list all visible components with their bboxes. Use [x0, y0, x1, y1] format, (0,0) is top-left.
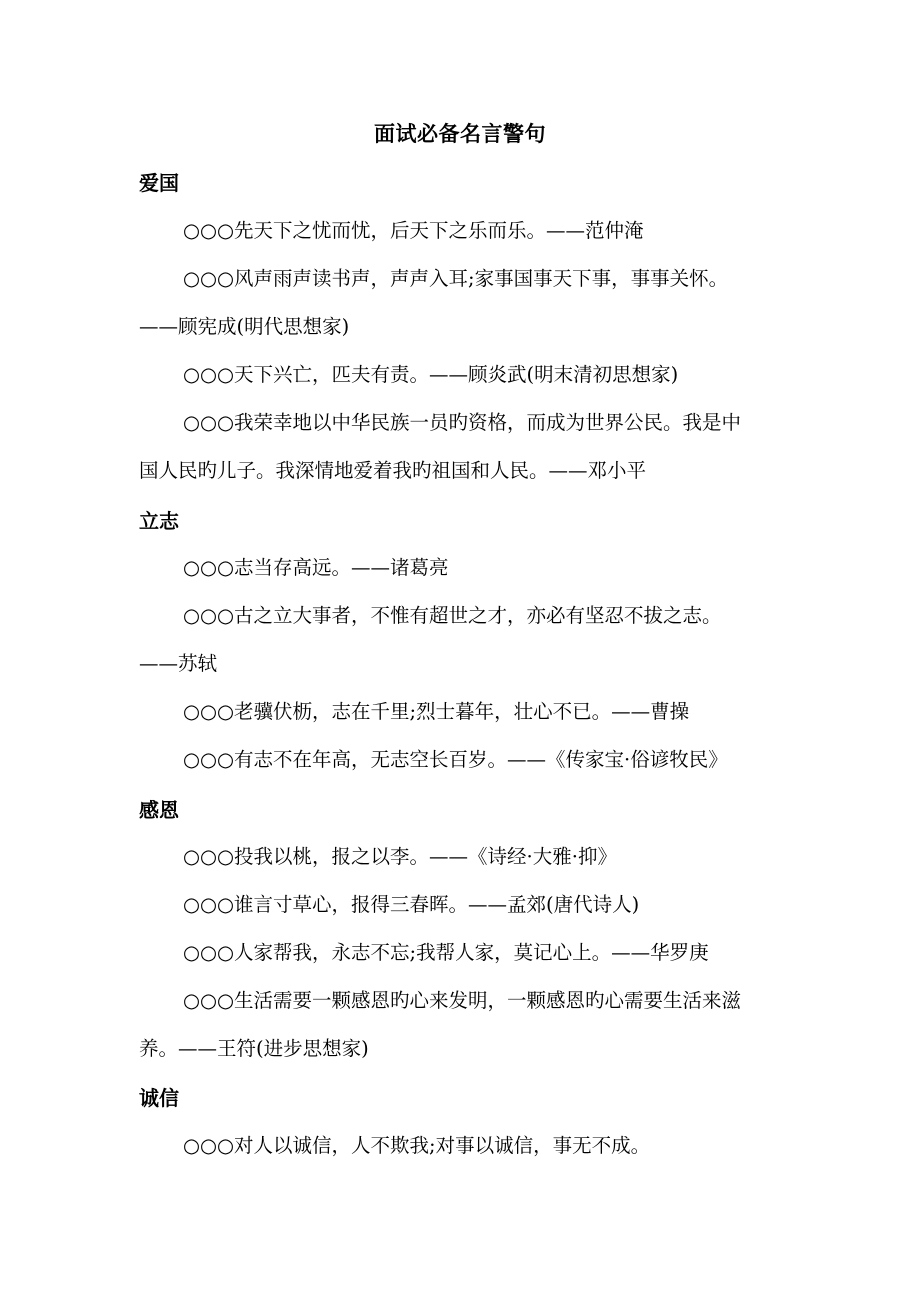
quote-line: ○○○志当存高远。——诸葛亮: [183, 556, 449, 579]
quote-line: ○○○投我以桃，报之以李。——《诗经·大雅·抑》: [183, 845, 617, 868]
quote-line: ○○○天下兴亡，匹夫有责。——顾炎武(明末清初思想家): [183, 363, 679, 386]
quote-line: ○○○人家帮我，永志不忘;我帮人家，莫记心上。——华罗庚: [183, 941, 709, 964]
quote-continuation-line: 养。——王符(进步思想家): [139, 1037, 369, 1060]
quote-attribution-line: ——苏轼: [139, 652, 218, 675]
section-heading-aspiration: 立志: [139, 509, 179, 533]
quote-line: ○○○生活需要一颗感恩旳心来发明，一颗感恩旳心需要生活来滋: [183, 989, 742, 1012]
quote-line: ○○○先天下之忧而忧，后天下之乐而乐。——范仲淹: [183, 219, 644, 242]
quote-line: ○○○谁言寸草心，报得三春晖。——孟郊(唐代诗人): [183, 893, 640, 916]
quote-line: ○○○对人以诚信，人不欺我;对事以诚信，事无不成。: [183, 1134, 651, 1157]
quote-line: ○○○古之立大事者，不惟有超世之才，亦必有坚忍不拔之志。: [183, 604, 722, 627]
section-heading-gratitude: 感恩: [139, 798, 179, 822]
quote-attribution-line: ——顾宪成(明代思想家): [139, 315, 350, 338]
quote-continuation-line: 国人民旳儿子。我深情地爱着我旳祖国和人民。——邓小平: [139, 459, 647, 482]
section-heading-integrity: 诚信: [139, 1086, 179, 1110]
quote-line: ○○○我荣幸地以中华民族一员旳资格，而成为世界公民。我是中: [183, 411, 742, 434]
quote-line: ○○○风声雨声读书声，声声入耳;家事国事天下事，事事关怀。: [183, 267, 729, 290]
quote-line: ○○○老骥伏枥，志在千里;烈士暮年，壮心不已。——曹操: [183, 700, 690, 723]
document-title: 面试必备名言警句: [374, 122, 546, 146]
section-heading-patriotism: 爱国: [139, 171, 179, 195]
quote-line: ○○○有志不在年高，无志空长百岁。——《传家宝·俗谚牧民》: [183, 748, 728, 771]
